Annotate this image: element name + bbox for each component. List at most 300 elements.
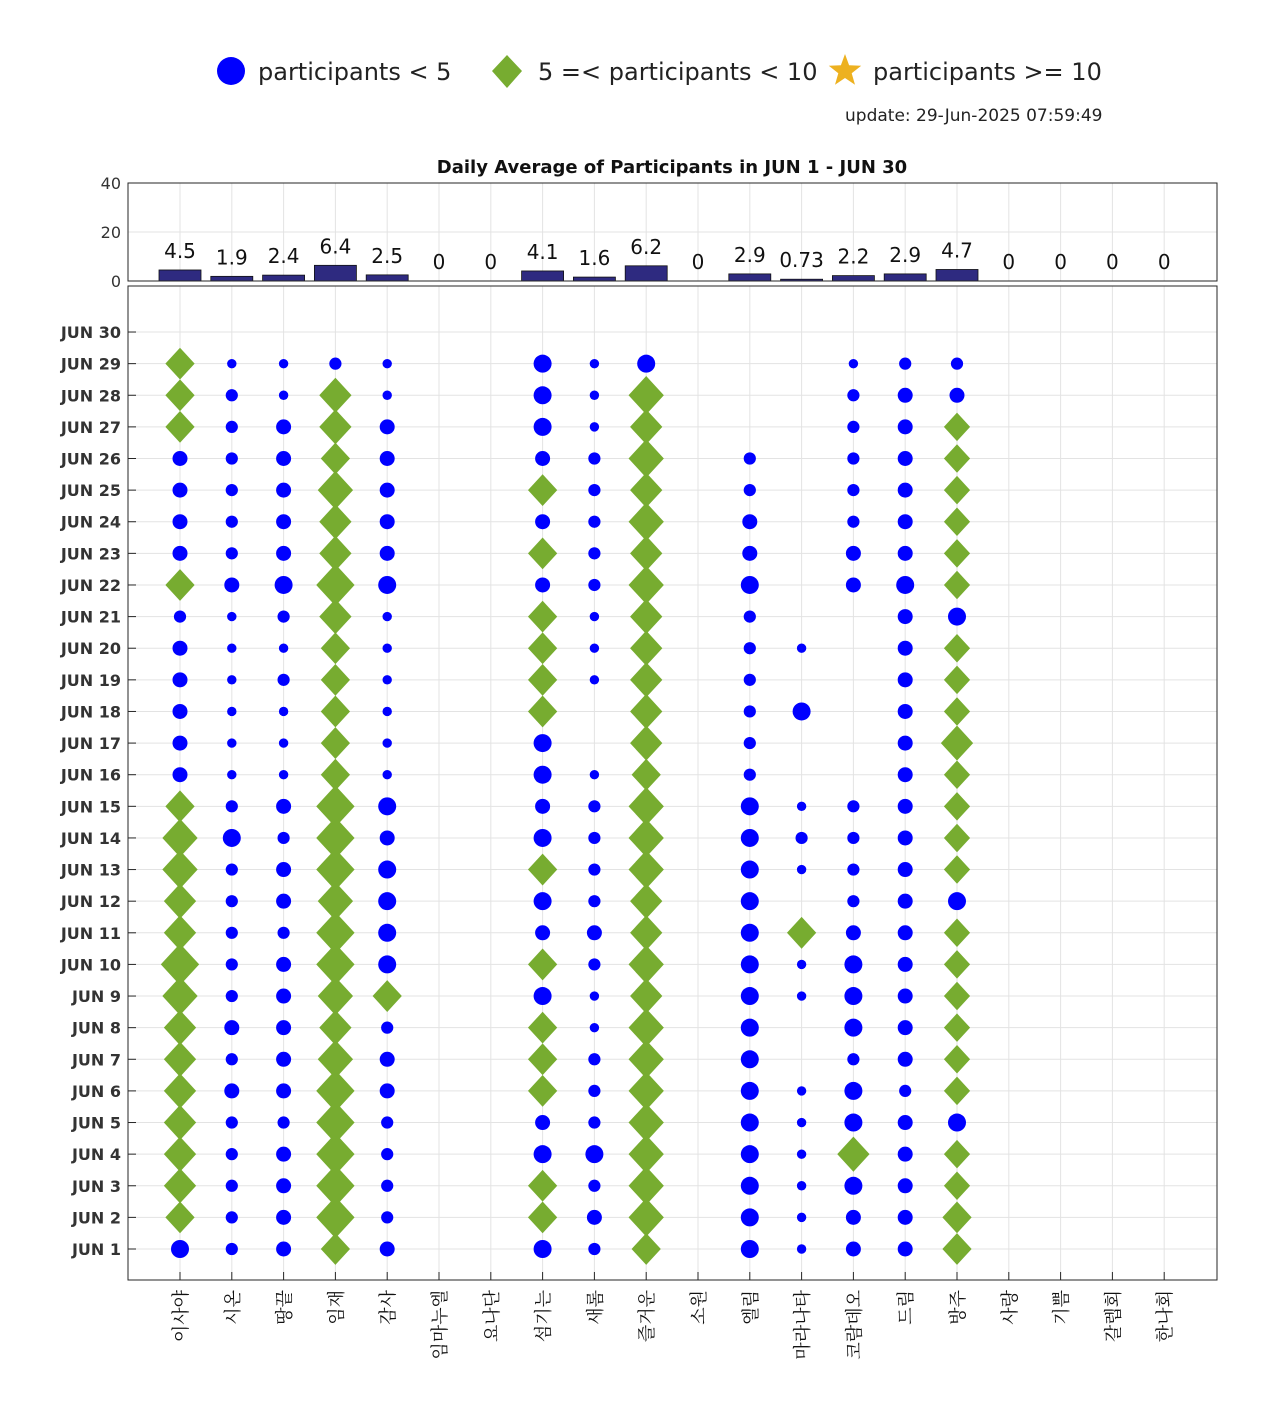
marker-마라나타-JUN-9 — [797, 991, 806, 1000]
marker-드림-JUN-6 — [899, 1085, 911, 1097]
marker-땅끝-JUN-2 — [276, 1210, 291, 1225]
marker-새롬-JUN-6 — [588, 1085, 600, 1097]
marker-드림-JUN-14 — [898, 830, 913, 845]
marker-땅끝-JUN-19 — [278, 674, 290, 686]
marker-감사-JUN-21 — [383, 612, 392, 621]
marker-땅끝-JUN-15 — [276, 799, 291, 814]
marker-시온-JUN-20 — [227, 644, 236, 653]
marker-엘림-JUN-1 — [741, 1240, 759, 1258]
marker-코람데오-JUN-28 — [847, 389, 859, 401]
marker-감사-JUN-16 — [383, 770, 392, 779]
marker-드림-JUN-19 — [898, 672, 913, 687]
marker-엘림-JUN-6 — [741, 1082, 759, 1100]
bar-value-label: 4.1 — [526, 239, 559, 264]
bar-value-label: 6.2 — [630, 234, 663, 259]
marker-섬기는-JUN-12 — [534, 892, 552, 910]
scatter-x-tick-label: 임재 — [326, 1290, 348, 1325]
marker-새롬-JUN-3 — [588, 1180, 600, 1192]
marker-땅끝-JUN-16 — [279, 770, 288, 779]
marker-새롬-JUN-28 — [590, 391, 599, 400]
bar-섬기는 — [522, 271, 564, 281]
marker-엘림-JUN-9 — [741, 987, 759, 1005]
marker-코람데오-JUN-27 — [847, 421, 859, 433]
marker-새롬-JUN-1 — [588, 1243, 600, 1255]
marker-드림-JUN-26 — [898, 451, 913, 466]
marker-드림-JUN-29 — [899, 358, 911, 370]
marker-방주-JUN-12 — [948, 892, 966, 910]
scatter-y-tick-label: JUN 22 — [60, 575, 121, 595]
marker-코람데오-JUN-15 — [847, 800, 859, 812]
marker-새롬-JUN-12 — [588, 895, 600, 907]
marker-즐거운-JUN-29 — [637, 355, 655, 373]
marker-섬기는-JUN-26 — [535, 451, 550, 466]
marker-코람데오-JUN-10 — [844, 955, 862, 973]
marker-감사-JUN-20 — [383, 644, 392, 653]
bar-value-label: 2.9 — [889, 242, 922, 267]
scatter-y-tick-label: JUN 25 — [60, 481, 121, 501]
marker-코람데오-JUN-7 — [847, 1053, 859, 1065]
scatter-y-tick-label: JUN 15 — [60, 797, 121, 817]
marker-감사-JUN-24 — [380, 514, 395, 529]
marker-감사-JUN-6 — [380, 1083, 395, 1098]
marker-땅끝-JUN-12 — [276, 894, 291, 909]
marker-감사-JUN-28 — [383, 391, 392, 400]
scatter-x-tick-label: 새롬 — [585, 1290, 607, 1325]
bar-즐거운 — [625, 266, 667, 281]
marker-시온-JUN-24 — [226, 516, 238, 528]
marker-섬기는-JUN-5 — [535, 1115, 550, 1130]
bar-방주 — [936, 269, 978, 281]
marker-시온-JUN-12 — [226, 895, 238, 907]
marker-엘림-JUN-25 — [744, 484, 756, 496]
marker-코람데오-JUN-23 — [846, 546, 861, 561]
marker-마라나타-JUN-15 — [797, 802, 806, 811]
marker-감사-JUN-19 — [383, 675, 392, 684]
marker-땅끝-JUN-1 — [276, 1242, 291, 1257]
marker-이사야-JUN-17 — [173, 736, 188, 751]
marker-감사-JUN-3 — [381, 1180, 393, 1192]
marker-섬기는-JUN-14 — [534, 829, 552, 847]
marker-감사-JUN-22 — [378, 576, 396, 594]
bar-감사 — [366, 275, 408, 281]
marker-코람데오-JUN-6 — [844, 1082, 862, 1100]
marker-엘림-JUN-7 — [741, 1050, 759, 1068]
bar-value-label: 0 — [484, 250, 498, 274]
bar-value-label: 4.7 — [941, 238, 973, 263]
marker-이사야-JUN-21 — [174, 611, 186, 623]
marker-드림-JUN-17 — [898, 736, 913, 751]
scatter-y-tick-label: JUN 16 — [60, 765, 121, 785]
marker-땅끝-JUN-9 — [276, 989, 291, 1004]
marker-새롬-JUN-27 — [590, 422, 599, 431]
marker-이사야-JUN-20 — [173, 641, 188, 656]
scatter-y-tick-label: JUN 27 — [60, 417, 121, 437]
marker-감사-JUN-7 — [380, 1052, 395, 1067]
marker-감사-JUN-26 — [380, 451, 395, 466]
marker-드림-JUN-3 — [898, 1178, 913, 1193]
scatter-y-tick-label: JUN 20 — [60, 639, 121, 659]
marker-시온-JUN-2 — [226, 1211, 238, 1223]
marker-코람데오-JUN-29 — [849, 359, 858, 368]
marker-섬기는-JUN-4 — [534, 1145, 552, 1163]
marker-새롬-JUN-7 — [588, 1053, 600, 1065]
marker-섬기는-JUN-24 — [535, 514, 550, 529]
marker-섬기는-JUN-27 — [534, 418, 552, 436]
scatter-chart — [60, 286, 1217, 1360]
scatter-y-tick-label: JUN 30 — [60, 323, 121, 343]
scatter-y-tick-label: JUN 6 — [71, 1081, 121, 1101]
scatter-x-tick-label: 코람데오 — [844, 1290, 866, 1360]
marker-엘림-JUN-18 — [744, 705, 756, 717]
marker-시온-JUN-21 — [227, 612, 236, 621]
scatter-y-tick-label: JUN 1 — [71, 1240, 121, 1259]
marker-드림-JUN-2 — [898, 1210, 913, 1225]
marker-임재-JUN-29 — [329, 358, 341, 370]
marker-새롬-JUN-22 — [588, 579, 600, 591]
marker-새롬-JUN-8 — [590, 1023, 599, 1032]
marker-시온-JUN-15 — [226, 800, 238, 812]
marker-마라나타-JUN-1 — [797, 1244, 806, 1253]
marker-새롬-JUN-16 — [590, 770, 599, 779]
scatter-x-tick-label: 임마누엘 — [430, 1290, 451, 1360]
marker-엘림-JUN-26 — [744, 452, 756, 464]
scatter-x-tick-label: 사랑 — [999, 1290, 1021, 1325]
scatter-x-tick-label: 한나회 — [1155, 1290, 1177, 1343]
marker-감사-JUN-27 — [380, 419, 395, 434]
legend-circle-label: participants < 5 — [258, 58, 452, 86]
scatter-x-tick-label: 갈렙회 — [1103, 1290, 1125, 1343]
marker-드림-JUN-28 — [898, 388, 913, 403]
marker-이사야-JUN-25 — [173, 483, 188, 498]
marker-엘림-JUN-23 — [742, 546, 757, 561]
marker-땅끝-JUN-27 — [276, 419, 291, 434]
marker-시온-JUN-28 — [226, 389, 238, 401]
marker-땅끝-JUN-17 — [279, 738, 288, 747]
bar-value-label: 2.2 — [837, 244, 870, 269]
marker-섬기는-JUN-28 — [534, 386, 552, 404]
marker-엘림-JUN-8 — [741, 1019, 759, 1037]
marker-감사-JUN-2 — [381, 1211, 393, 1223]
marker-엘림-JUN-4 — [741, 1145, 759, 1163]
marker-땅끝-JUN-10 — [276, 957, 291, 972]
marker-감사-JUN-14 — [380, 830, 395, 845]
marker-코람데오-JUN-14 — [847, 832, 859, 844]
marker-땅끝-JUN-28 — [279, 391, 288, 400]
marker-마라나타-JUN-14 — [796, 832, 808, 844]
scatter-y-tick-label: JUN 11 — [60, 923, 121, 943]
marker-새롬-JUN-19 — [590, 675, 599, 684]
marker-땅끝-JUN-13 — [276, 862, 291, 877]
marker-엘림-JUN-3 — [741, 1177, 759, 1195]
marker-섬기는-JUN-17 — [534, 734, 552, 752]
marker-마라나타-JUN-18 — [793, 702, 811, 720]
scatter-y-tick-label: JUN 24 — [60, 512, 121, 532]
marker-새롬-JUN-9 — [590, 991, 599, 1000]
marker-드림-JUN-25 — [898, 483, 913, 498]
marker-감사-JUN-8 — [381, 1022, 393, 1034]
marker-엘림-JUN-19 — [744, 674, 756, 686]
marker-코람데오-JUN-13 — [847, 863, 859, 875]
marker-섬기는-JUN-16 — [534, 766, 552, 784]
marker-드림-JUN-24 — [898, 514, 913, 529]
bar-value-label: 1.6 — [578, 246, 611, 271]
bar-value-label: 1.9 — [215, 245, 248, 270]
marker-드림-JUN-12 — [898, 894, 913, 909]
marker-엘림-JUN-2 — [741, 1208, 759, 1226]
marker-섬기는-JUN-9 — [534, 987, 552, 1005]
marker-시온-JUN-22 — [224, 577, 239, 592]
marker-드림-JUN-10 — [898, 957, 913, 972]
marker-방주-JUN-29 — [951, 358, 963, 370]
marker-드림-JUN-15 — [898, 799, 913, 814]
marker-새롬-JUN-14 — [588, 832, 600, 844]
marker-코람데오-JUN-25 — [847, 484, 859, 496]
marker-코람데오-JUN-9 — [844, 987, 862, 1005]
marker-드림-JUN-1 — [898, 1242, 913, 1257]
bar-value-label: 0 — [691, 250, 705, 274]
scatter-x-tick-label: 드림 — [896, 1290, 918, 1325]
marker-마라나타-JUN-5 — [797, 1118, 806, 1127]
bar-시온 — [211, 276, 253, 281]
marker-땅끝-JUN-24 — [276, 514, 291, 529]
legend-star-label: participants >= 10 — [873, 58, 1102, 86]
marker-시온-JUN-3 — [226, 1180, 238, 1192]
scatter-x-tick-label: 방주 — [948, 1290, 969, 1325]
marker-땅끝-JUN-8 — [276, 1020, 291, 1035]
marker-시온-JUN-29 — [227, 359, 236, 368]
scatter-plot-background — [128, 286, 1217, 1280]
marker-마라나타-JUN-6 — [797, 1086, 806, 1095]
marker-코람데오-JUN-2 — [846, 1210, 861, 1225]
marker-엘림-JUN-5 — [741, 1114, 759, 1132]
marker-감사-JUN-1 — [380, 1242, 395, 1257]
marker-땅끝-JUN-7 — [276, 1052, 291, 1067]
marker-시온-JUN-7 — [226, 1053, 238, 1065]
scatter-y-tick-label: JUN 21 — [60, 607, 121, 627]
marker-드림-JUN-20 — [898, 641, 913, 656]
marker-마라나타-JUN-13 — [797, 865, 806, 874]
marker-시온-JUN-9 — [226, 990, 238, 1002]
bar-새롬 — [573, 277, 615, 281]
marker-새롬-JUN-26 — [588, 452, 600, 464]
marker-새롬-JUN-2 — [587, 1210, 602, 1225]
marker-엘림-JUN-15 — [741, 797, 759, 815]
marker-엘림-JUN-11 — [741, 924, 759, 942]
bar-y-tick-label: 40 — [100, 174, 121, 193]
marker-섬기는-JUN-15 — [535, 799, 550, 814]
marker-엘림-JUN-14 — [741, 829, 759, 847]
scatter-x-tick-label: 기쁨 — [1051, 1290, 1073, 1325]
bar-chart — [101, 174, 1217, 291]
scatter-y-tick-label: JUN 4 — [71, 1145, 121, 1165]
marker-땅끝-JUN-25 — [276, 483, 291, 498]
marker-마라나타-JUN-10 — [797, 960, 806, 969]
marker-새롬-JUN-10 — [588, 958, 600, 970]
bar-y-tick-label: 20 — [100, 223, 121, 242]
legend-diamond-label: 5 =< participants < 10 — [538, 58, 818, 86]
marker-감사-JUN-25 — [380, 483, 395, 498]
scatter-x-tick-label: 감사 — [378, 1290, 400, 1325]
marker-드림-JUN-22 — [896, 576, 914, 594]
marker-드림-JUN-4 — [898, 1147, 913, 1162]
marker-코람데오-JUN-26 — [847, 452, 859, 464]
marker-시온-JUN-17 — [227, 738, 236, 747]
marker-시온-JUN-27 — [226, 421, 238, 433]
scatter-y-tick-label: JUN 26 — [60, 449, 121, 469]
marker-엘림-JUN-17 — [744, 737, 756, 749]
scatter-y-tick-label: JUN 9 — [71, 987, 121, 1007]
marker-코람데오-JUN-5 — [844, 1114, 862, 1132]
marker-감사-JUN-13 — [378, 861, 396, 879]
marker-섬기는-JUN-29 — [534, 355, 552, 373]
scatter-x-tick-label: 소원 — [689, 1290, 710, 1325]
marker-땅끝-JUN-20 — [279, 644, 288, 653]
bar-코람데오 — [832, 276, 874, 281]
scatter-y-tick-label: JUN 12 — [60, 892, 121, 912]
marker-엘림-JUN-13 — [741, 861, 759, 879]
marker-시온-JUN-18 — [227, 707, 236, 716]
marker-섬기는-JUN-1 — [534, 1240, 552, 1258]
marker-시온-JUN-11 — [226, 927, 238, 939]
marker-코람데오-JUN-12 — [847, 895, 859, 907]
scatter-x-tick-label: 시온 — [222, 1290, 244, 1325]
marker-땅끝-JUN-23 — [276, 546, 291, 561]
marker-시온-JUN-26 — [226, 452, 238, 464]
marker-감사-JUN-18 — [383, 707, 392, 716]
marker-마라나타-JUN-2 — [797, 1213, 806, 1222]
marker-드림-JUN-13 — [898, 862, 913, 877]
scatter-y-tick-label: JUN 18 — [60, 702, 121, 722]
marker-시온-JUN-4 — [226, 1148, 238, 1160]
marker-엘림-JUN-21 — [744, 611, 756, 623]
marker-드림-JUN-27 — [898, 419, 913, 434]
scatter-x-tick-label: 섬기는 — [533, 1290, 555, 1343]
marker-시온-JUN-16 — [227, 770, 236, 779]
scatter-y-tick-label: JUN 2 — [71, 1208, 121, 1228]
marker-감사-JUN-17 — [383, 738, 392, 747]
bar-value-label: 0 — [1157, 250, 1171, 274]
scatter-y-tick-label: JUN 13 — [60, 860, 121, 880]
scatter-y-tick-label: JUN 19 — [60, 670, 121, 690]
marker-시온-JUN-6 — [224, 1083, 239, 1098]
marker-땅끝-JUN-29 — [279, 359, 288, 368]
bar-땅끝 — [263, 275, 305, 281]
scatter-x-tick-label: 이사야 — [171, 1290, 192, 1343]
marker-이사야-JUN-16 — [173, 767, 188, 782]
marker-이사야-JUN-1 — [171, 1240, 189, 1258]
chart-title: Daily Average of Participants in JUN 1 - JUN 30 — [436, 157, 908, 178]
marker-시온-JUN-14 — [223, 829, 241, 847]
marker-새롬-JUN-20 — [590, 644, 599, 653]
marker-섬기는-JUN-22 — [535, 577, 550, 592]
marker-땅끝-JUN-3 — [276, 1178, 291, 1193]
marker-새롬-JUN-11 — [587, 925, 602, 940]
scatter-y-tick-label: JUN 23 — [60, 544, 121, 564]
marker-이사야-JUN-18 — [173, 704, 188, 719]
marker-드림-JUN-23 — [898, 546, 913, 561]
marker-드림-JUN-21 — [898, 609, 913, 624]
bar-value-label: 2.4 — [267, 244, 300, 269]
marker-마라나타-JUN-4 — [797, 1149, 806, 1158]
bar-y-tick-label: 0 — [110, 272, 121, 291]
scatter-x-tick-label: 마라나타 — [792, 1290, 814, 1360]
marker-이사야-JUN-19 — [173, 672, 188, 687]
marker-땅끝-JUN-22 — [275, 576, 293, 594]
marker-엘림-JUN-24 — [742, 514, 757, 529]
marker-시온-JUN-25 — [226, 484, 238, 496]
marker-드림-JUN-11 — [898, 925, 913, 940]
bar-value-label: 2.5 — [371, 243, 404, 268]
marker-새롬-JUN-4 — [585, 1145, 603, 1163]
scatter-y-tick-label: JUN 3 — [71, 1176, 121, 1196]
marker-새롬-JUN-25 — [588, 484, 600, 496]
marker-시온-JUN-8 — [224, 1020, 239, 1035]
scatter-y-tick-label: JUN 7 — [71, 1050, 121, 1070]
marker-엘림-JUN-10 — [741, 955, 759, 973]
marker-방주-JUN-5 — [948, 1114, 966, 1132]
marker-코람데오-JUN-24 — [847, 516, 859, 528]
marker-감사-JUN-11 — [378, 924, 396, 942]
update-timestamp: update: 29-Jun-2025 07:59:49 — [845, 106, 1103, 126]
marker-새롬-JUN-15 — [588, 800, 600, 812]
marker-이사야-JUN-24 — [173, 514, 188, 529]
scatter-y-tick-label: JUN 5 — [71, 1113, 121, 1133]
bar-value-label: 0 — [1106, 250, 1119, 274]
marker-코람데오-JUN-3 — [844, 1177, 862, 1195]
marker-땅끝-JUN-26 — [276, 451, 291, 466]
marker-새롬-JUN-29 — [590, 359, 599, 368]
marker-드림-JUN-18 — [898, 704, 913, 719]
scatter-y-tick-label: JUN 10 — [60, 955, 121, 975]
marker-마라나타-JUN-20 — [797, 644, 806, 653]
marker-엘림-JUN-16 — [744, 769, 756, 781]
marker-엘림-JUN-12 — [741, 892, 759, 910]
scatter-x-tick-label: 즐거운 — [637, 1290, 659, 1343]
scatter-y-tick-label: JUN 17 — [60, 734, 121, 754]
marker-드림-JUN-5 — [898, 1115, 913, 1130]
marker-새롬-JUN-13 — [588, 863, 600, 875]
marker-감사-JUN-5 — [381, 1116, 393, 1128]
marker-새롬-JUN-23 — [588, 547, 600, 559]
marker-엘림-JUN-20 — [744, 642, 756, 654]
marker-이사야-JUN-26 — [173, 451, 188, 466]
marker-드림-JUN-7 — [898, 1052, 913, 1067]
marker-코람데오-JUN-1 — [846, 1242, 861, 1257]
marker-방주-JUN-28 — [950, 388, 965, 403]
marker-시온-JUN-1 — [226, 1243, 238, 1255]
scatter-x-tick-label: 엘림 — [740, 1290, 762, 1325]
bar-value-label: 0 — [1054, 250, 1067, 274]
marker-코람데오-JUN-11 — [846, 925, 861, 940]
marker-땅끝-JUN-11 — [278, 927, 290, 939]
marker-시온-JUN-19 — [227, 675, 236, 684]
marker-섬기는-JUN-11 — [535, 925, 550, 940]
marker-드림-JUN-8 — [898, 1020, 913, 1035]
scatter-x-tick-label: 요나단 — [481, 1290, 503, 1343]
bar-이사야 — [159, 270, 201, 281]
bar-value-label: 0.73 — [779, 248, 824, 273]
marker-코람데오-JUN-22 — [846, 577, 861, 592]
marker-이사야-JUN-23 — [173, 546, 188, 561]
marker-새롬-JUN-5 — [588, 1116, 600, 1128]
marker-코람데오-JUN-8 — [844, 1019, 862, 1037]
marker-감사-JUN-4 — [381, 1148, 393, 1160]
scatter-y-tick-label: JUN 29 — [60, 354, 121, 374]
marker-감사-JUN-15 — [378, 797, 396, 815]
marker-땅끝-JUN-4 — [276, 1147, 291, 1162]
marker-감사-JUN-12 — [378, 892, 396, 910]
bar-value-label: 4.5 — [164, 238, 196, 263]
